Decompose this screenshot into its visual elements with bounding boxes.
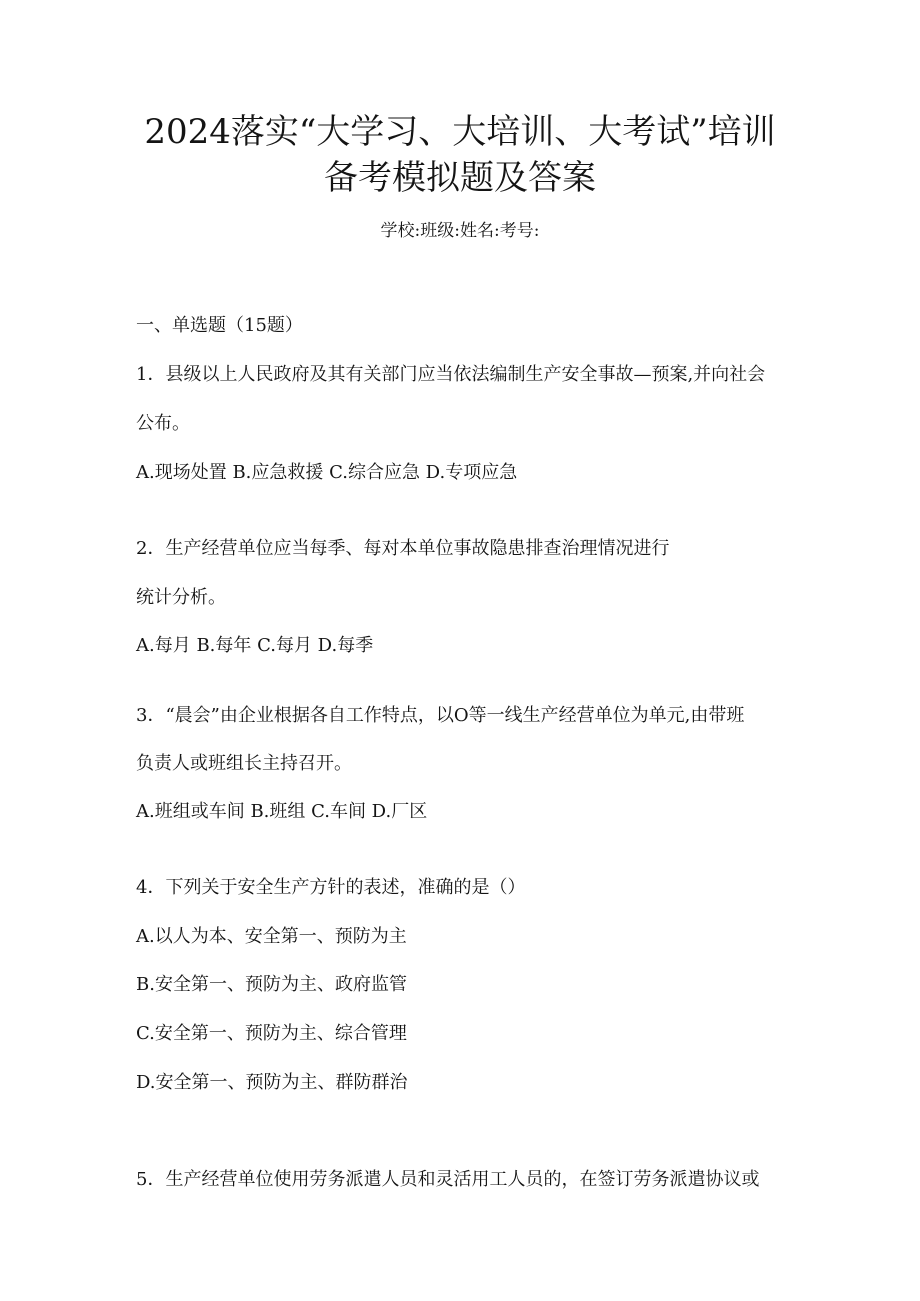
question-4-option-d: D.安全第一、预防为主、群防群治 <box>136 1072 408 1093</box>
question-1-stem-line-2: 公布。 <box>136 413 190 434</box>
question-4-stem: 4．下列关于安全生产方针的表述，准确的是（） <box>136 877 526 898</box>
question-3-options: A.班组或车间 B.班组 C.车间 D.厂区 <box>136 801 428 822</box>
question-2-options: A.每月 B.每年 C.每月 D.每季 <box>136 635 374 656</box>
question-2-stem-line-2: 统计分析。 <box>136 587 226 608</box>
question-4-option-a: A.以人为本、安全第一、预防为主 <box>136 926 407 947</box>
question-4-option-b: B.安全第一、预防为主、政府监管 <box>136 974 407 995</box>
student-info-fields: 学校:班级:姓名:考号: <box>380 221 540 241</box>
question-3-stem-line-1: 3．“晨会”由企业根据各自工作特点，以O等一线生产经营单位为单元,由带班 <box>136 705 745 726</box>
question-1-stem-line-1: 1．县级以上人民政府及其有关部门应当依法编制生产安全事故—预案,并向社会 <box>136 364 766 385</box>
question-2-stem-line-1: 2．生产经营单位应当每季、每对本单位事故隐患排查治理情况进行 <box>136 538 670 559</box>
question-3-stem-line-2: 负责人或班组长主持召开。 <box>136 753 352 774</box>
document-title-line-1: 2024落实“大学习、大培训、大考试”培训 <box>144 112 776 152</box>
document-title-line-2: 备考模拟题及答案 <box>324 158 596 198</box>
question-5-stem-line-1: 5．生产经营单位使用劳务派遣人员和灵活用工人员的，在签订劳务派遣协议或 <box>136 1169 760 1190</box>
question-4-option-c: C.安全第一、预防为主、综合管理 <box>136 1023 407 1044</box>
question-1-options: A.现场处置 B.应急救援 C.综合应急 D.专项应急 <box>136 462 518 483</box>
section-heading: 一、单选题（15题） <box>136 315 303 336</box>
